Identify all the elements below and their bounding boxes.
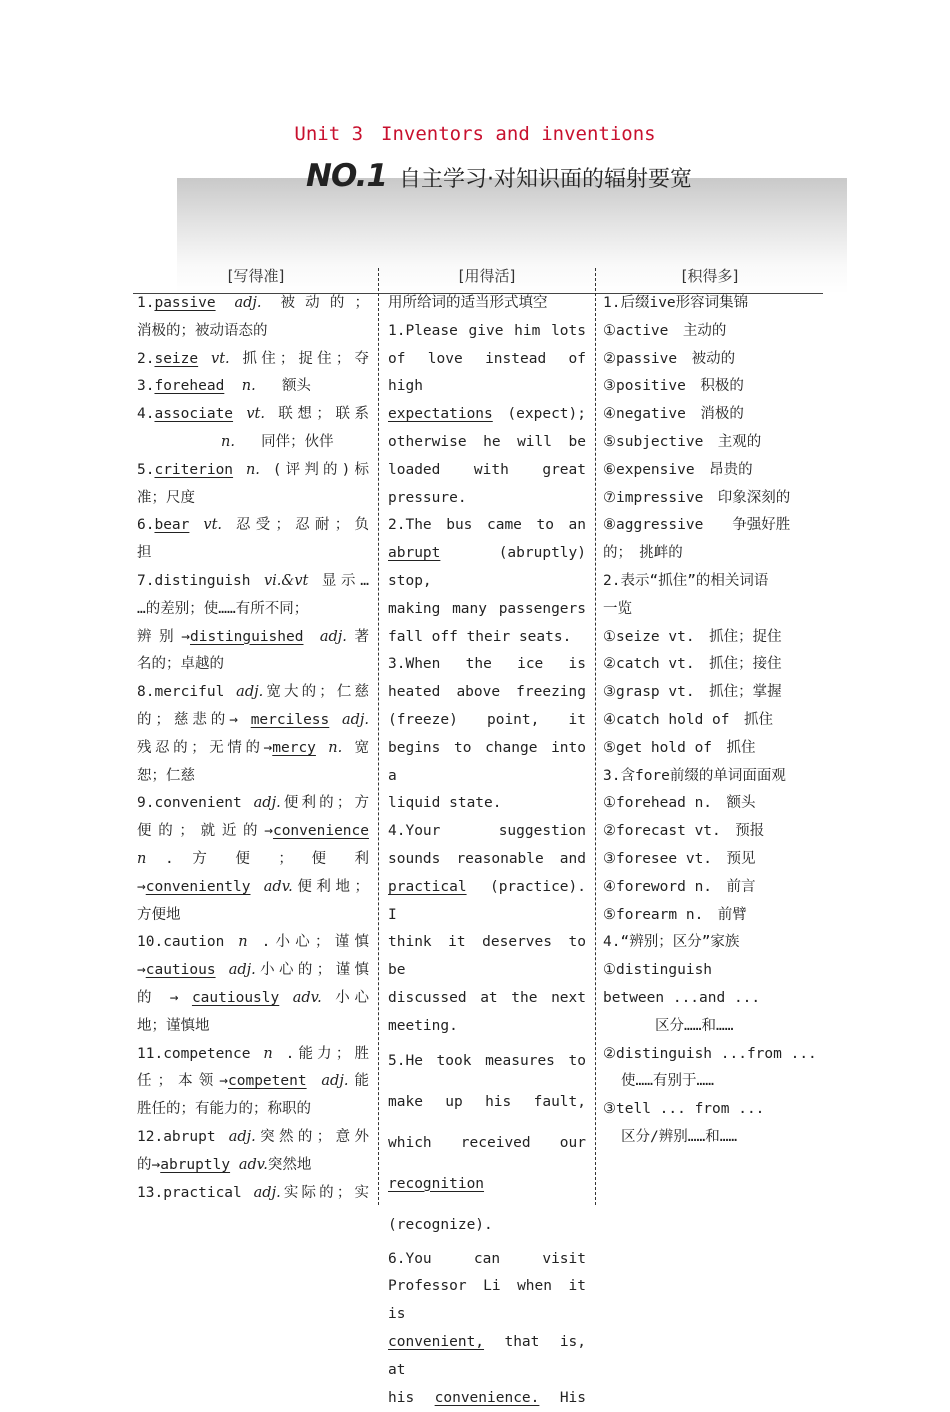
vocab-line: 方便地 xyxy=(137,902,369,930)
group-item: ③foresee vt. 预见 xyxy=(603,846,818,874)
vocab-column xyxy=(137,290,369,1207)
text-span: . xyxy=(165,851,174,867)
group-item: ⑤get hold of 抓住 xyxy=(603,735,818,763)
exercise-line: pressure. xyxy=(388,485,586,513)
exercise-line xyxy=(388,401,586,429)
vocab-line xyxy=(137,846,369,874)
group-heading: 1.后缀ive形容词集锦 xyxy=(603,290,818,318)
text-span: adj. xyxy=(254,795,281,811)
text-span: 6. xyxy=(137,517,154,533)
text-span: 9.convenient xyxy=(137,795,242,811)
text-span: 的；慈悲的→ xyxy=(137,712,238,728)
text-span: 残忍的；无情的→ xyxy=(137,740,272,756)
text-span: 的 → xyxy=(137,990,178,1006)
text-span: 小心 xyxy=(335,990,369,1006)
vocab-line: 准；尺度 xyxy=(137,485,369,513)
group-item: ②distinguish ...from ... xyxy=(603,1041,818,1069)
text-span: 便利地； xyxy=(293,879,369,895)
text-span: .小心；谨慎 xyxy=(262,934,369,950)
vocab-line: 消极的；被动语态的 xyxy=(137,318,369,346)
column-header-use: [用得活] xyxy=(383,265,591,286)
vocab-line xyxy=(137,874,369,902)
text-span: 便的；就近的→ xyxy=(137,823,273,839)
vocab-line xyxy=(137,790,369,818)
answer: convenience. xyxy=(435,1390,540,1406)
text-span: n. xyxy=(328,740,342,756)
exercise-line: making many passengers xyxy=(388,596,586,624)
text-span: his xyxy=(388,1390,414,1406)
vocab-line: 担 xyxy=(137,540,369,568)
text-span: vt. xyxy=(246,406,265,422)
exercise-line xyxy=(388,874,586,930)
text-span: (abruptly) stop, xyxy=(388,545,586,589)
answer: expectations xyxy=(388,406,493,422)
text-span: 宽 xyxy=(355,740,370,756)
exercise-line: 6.You can visit xyxy=(388,1246,586,1274)
text-span: 8.merciful xyxy=(137,684,224,700)
underlined-word: cautious xyxy=(146,962,216,978)
group-item: ②passive 被动的 xyxy=(603,346,818,374)
text-span: 任；本领→ xyxy=(137,1073,228,1089)
exercise-line: fall off their seats. xyxy=(388,624,586,652)
text-span: adv. xyxy=(239,1157,268,1173)
group-heading: 4.“辨别；区分”家族 xyxy=(603,929,818,957)
answer: recognition xyxy=(388,1176,484,1192)
exercise-line: meeting. xyxy=(388,1013,586,1041)
group-item: 的； 挑衅的 xyxy=(603,540,818,568)
group-item: ③grasp vt. 抓住；掌握 xyxy=(603,679,818,707)
group-heading: 一览 xyxy=(603,596,818,624)
vocab-line xyxy=(137,707,369,735)
text-span: n xyxy=(137,851,146,867)
underlined-word: distinguished xyxy=(190,629,304,645)
vocab-line xyxy=(137,957,369,985)
underlined-word: merciless xyxy=(251,712,330,728)
text-span: 便 xyxy=(311,851,335,867)
underlined-word: associate xyxy=(154,406,233,422)
unit-title xyxy=(0,123,950,145)
text-span: adj. xyxy=(236,684,263,700)
text-span: → xyxy=(137,879,146,895)
vocab-line xyxy=(137,429,369,457)
text-span: 12.abrupt xyxy=(137,1129,216,1145)
text-span: 10.caution xyxy=(137,934,224,950)
group-item: ④foreword n. 前言 xyxy=(603,874,818,902)
underlined-word: convenience xyxy=(273,823,369,839)
word-groups-column xyxy=(603,290,818,1152)
underlined-word: cautiously xyxy=(192,990,279,1006)
vocab-line xyxy=(137,985,369,1013)
exercise-line: make up his fault, xyxy=(388,1082,586,1123)
group-item: ③positive 积极的 xyxy=(603,373,818,401)
group-item: ①active 主动的 xyxy=(603,318,818,346)
column-header-write: [写得准] xyxy=(136,265,376,286)
vocab-line: …的差别；使……有所不同； xyxy=(137,596,369,624)
vocab-line xyxy=(137,1180,369,1208)
vocab-line: 恕；仁慈 xyxy=(137,763,369,791)
vocab-line xyxy=(137,290,369,318)
group-item: 区分……和…… xyxy=(603,1013,818,1041)
text-span: 3. xyxy=(137,378,154,394)
underlined-word: criterion xyxy=(154,462,233,478)
text-span: (expect); xyxy=(507,406,586,422)
group-item: ④negative 消极的 xyxy=(603,401,818,429)
vocab-line xyxy=(137,346,369,374)
text-span: 辨别→ xyxy=(137,629,190,645)
section-number: NO.1 xyxy=(306,158,387,194)
group-item: ⑤subjective 主观的 xyxy=(603,429,818,457)
text-span: 便利的；方 xyxy=(281,795,369,811)
vocab-line xyxy=(137,818,369,846)
text-span: 13.practical xyxy=(137,1185,242,1201)
underlined-word: seize xyxy=(154,351,198,367)
exercise-line: discussed at the next xyxy=(388,985,586,1013)
text-span: n. xyxy=(221,434,235,450)
text-span: 突然的；意外 xyxy=(256,1129,369,1145)
unit-number: Unit 3 xyxy=(294,123,363,145)
text-span: (practice). I xyxy=(388,879,586,923)
exercise-instruction: 用所给词的适当形式填空 xyxy=(388,290,586,318)
vocab-line xyxy=(137,373,369,401)
group-item: ①forehead n. 额头 xyxy=(603,790,818,818)
text-span: His xyxy=(560,1390,586,1406)
exercise-line: sounds reasonable and xyxy=(388,846,586,874)
text-span: 显示… xyxy=(322,573,369,589)
underlined-word: passive xyxy=(154,295,215,311)
text-span: 宽大的；仁慈 xyxy=(263,684,369,700)
column-divider xyxy=(595,268,596,1205)
group-item: ①distinguish xyxy=(603,957,818,985)
group-item: between ...and ... xyxy=(603,985,818,1013)
text-span: 实际的；实 xyxy=(281,1185,369,1201)
exercise-line: 4.Your suggestion xyxy=(388,818,586,846)
exercise-line: (freeze) point, it xyxy=(388,707,586,735)
exercise-line: (recognize). xyxy=(388,1205,586,1246)
text-span: adj. xyxy=(229,1129,256,1145)
text-span: 的→ xyxy=(137,1157,160,1173)
group-item: ⑦impressive 印象深刻的 xyxy=(603,485,818,513)
text-span: 抓住；捉住；夺 xyxy=(243,351,369,367)
text-span: 7.distinguish xyxy=(137,573,251,589)
vocab-line xyxy=(137,568,369,596)
text-span: vi.&vt xyxy=(264,573,308,589)
exercise-line: 1.Please give him lots xyxy=(388,318,586,346)
vocab-line xyxy=(137,1041,369,1069)
column-header-accumulate: [积得多] xyxy=(600,265,820,286)
exercise-line: otherwise he will be xyxy=(388,429,586,457)
text-span: 便 xyxy=(235,851,259,867)
vocab-line xyxy=(137,1068,369,1096)
text-span: 能 xyxy=(348,1073,369,1089)
exercise-column xyxy=(388,290,586,1412)
underlined-word: competent xyxy=(228,1073,307,1089)
text-span: n. xyxy=(246,462,260,478)
exercise-line xyxy=(388,1329,586,1385)
vocab-line xyxy=(137,1124,369,1152)
answer: convenient, xyxy=(388,1334,484,1350)
text-span: adj. xyxy=(342,712,369,728)
text-span: 4. xyxy=(137,406,154,422)
exercise-line xyxy=(388,1385,586,1412)
text-span: that is, at xyxy=(388,1334,586,1378)
group-item: ⑥expensive 昂贵的 xyxy=(603,457,818,485)
text-span: 11.competence xyxy=(137,1046,251,1062)
text-span: 联想；联系 xyxy=(278,406,369,422)
text-span: 忍受；忍耐；负 xyxy=(236,517,369,533)
exercise-line: begins to change into a xyxy=(388,735,586,791)
text-span: n. xyxy=(242,378,256,394)
vocab-line xyxy=(137,401,369,429)
group-item: ②catch vt. 抓住；接住 xyxy=(603,651,818,679)
group-item: ①seize vt. 抓住；捉住 xyxy=(603,624,818,652)
group-heading: 2.表示“抓住”的相关词语 xyxy=(603,568,818,596)
underlined-word: mercy xyxy=(272,740,316,756)
underlined-word: conveniently xyxy=(146,879,251,895)
group-item: 区分/辨别……和…… xyxy=(603,1124,818,1152)
text-span: n xyxy=(263,1046,272,1062)
text-span: adj. xyxy=(229,962,256,978)
exercise-line: loaded with great xyxy=(388,457,586,485)
exercise-line xyxy=(388,540,586,596)
unit-name: Inventors and inventions xyxy=(381,123,656,145)
group-heading: 3.含fore前缀的单词面面观 xyxy=(603,763,818,791)
text-span: vt. xyxy=(211,351,230,367)
exercise-line: 2.The bus came to an xyxy=(388,512,586,540)
text-span: 利 xyxy=(355,851,370,867)
underlined-word: bear xyxy=(154,517,189,533)
exercise-line: liquid state. xyxy=(388,790,586,818)
group-item: ②forecast vt. 预报 xyxy=(603,818,818,846)
text-span: 被动的； xyxy=(280,295,369,311)
group-item: ⑤forearm n. 前臂 xyxy=(603,902,818,930)
underlined-word: abruptly xyxy=(160,1157,230,1173)
column-divider xyxy=(378,268,379,1205)
vocab-line xyxy=(137,735,369,763)
vocab-line xyxy=(137,512,369,540)
group-item: ③tell ... from ... xyxy=(603,1096,818,1124)
text-span: 突然地 xyxy=(268,1157,312,1173)
vocab-line: 地；谨慎地 xyxy=(137,1013,369,1041)
exercise-line: Professor Li when it is xyxy=(388,1273,586,1329)
section-subtitle: 自主学习·对知识面的辐射要宽 xyxy=(399,167,692,192)
vocab-line xyxy=(137,929,369,957)
exercise-line: 3.When the ice is xyxy=(388,651,586,679)
text-span: adv. xyxy=(293,990,322,1006)
vocab-line xyxy=(137,679,369,707)
answer: practical xyxy=(388,879,467,895)
text-span: 著 xyxy=(347,629,369,645)
text-span: 2. xyxy=(137,351,154,367)
text-span: → xyxy=(137,962,146,978)
group-item: 使……有别于…… xyxy=(603,1068,818,1096)
vocab-line: 胜任的；有能力的；称职的 xyxy=(137,1096,369,1124)
vocab-line xyxy=(137,624,369,652)
vocab-line: 名的；卓越的 xyxy=(137,651,369,679)
text-span: adv. xyxy=(264,879,293,895)
text-span: adj. xyxy=(235,295,262,311)
text-span: vt. xyxy=(203,517,222,533)
vocab-line xyxy=(137,1152,369,1180)
exercise-line xyxy=(388,1164,586,1205)
text-span: .能力；胜 xyxy=(286,1046,369,1062)
text-span: 5. xyxy=(137,462,154,478)
text-span: adj. xyxy=(320,629,347,645)
text-span: 同伴；伙伴 xyxy=(261,434,334,450)
text-span: 1. xyxy=(137,295,154,311)
exercise-line: 5.He took measures to xyxy=(388,1041,586,1082)
text-span: adj. xyxy=(321,1073,348,1089)
group-item: ④catch hold of 抓住 xyxy=(603,707,818,735)
banner-title xyxy=(306,158,692,194)
exercise-line: which received our xyxy=(388,1123,586,1164)
text-span: 额头 xyxy=(282,378,311,394)
text-span: ； xyxy=(278,851,293,867)
underlined-word: forehead xyxy=(154,378,224,394)
exercise-line: think it deserves to be xyxy=(388,929,586,985)
text-span: 方 xyxy=(192,851,216,867)
exercise-line: heated above freezing xyxy=(388,679,586,707)
text-span: (评判的)标 xyxy=(273,462,369,478)
text-span: n xyxy=(238,934,247,950)
text-span: adj. xyxy=(254,1185,281,1201)
exercise-line: of love instead of high xyxy=(388,346,586,402)
answer: abrupt xyxy=(388,545,440,561)
text-span: 小心的；谨慎 xyxy=(256,962,369,978)
group-item: ⑧aggressive 争强好胜 xyxy=(603,512,818,540)
vocab-line xyxy=(137,457,369,485)
